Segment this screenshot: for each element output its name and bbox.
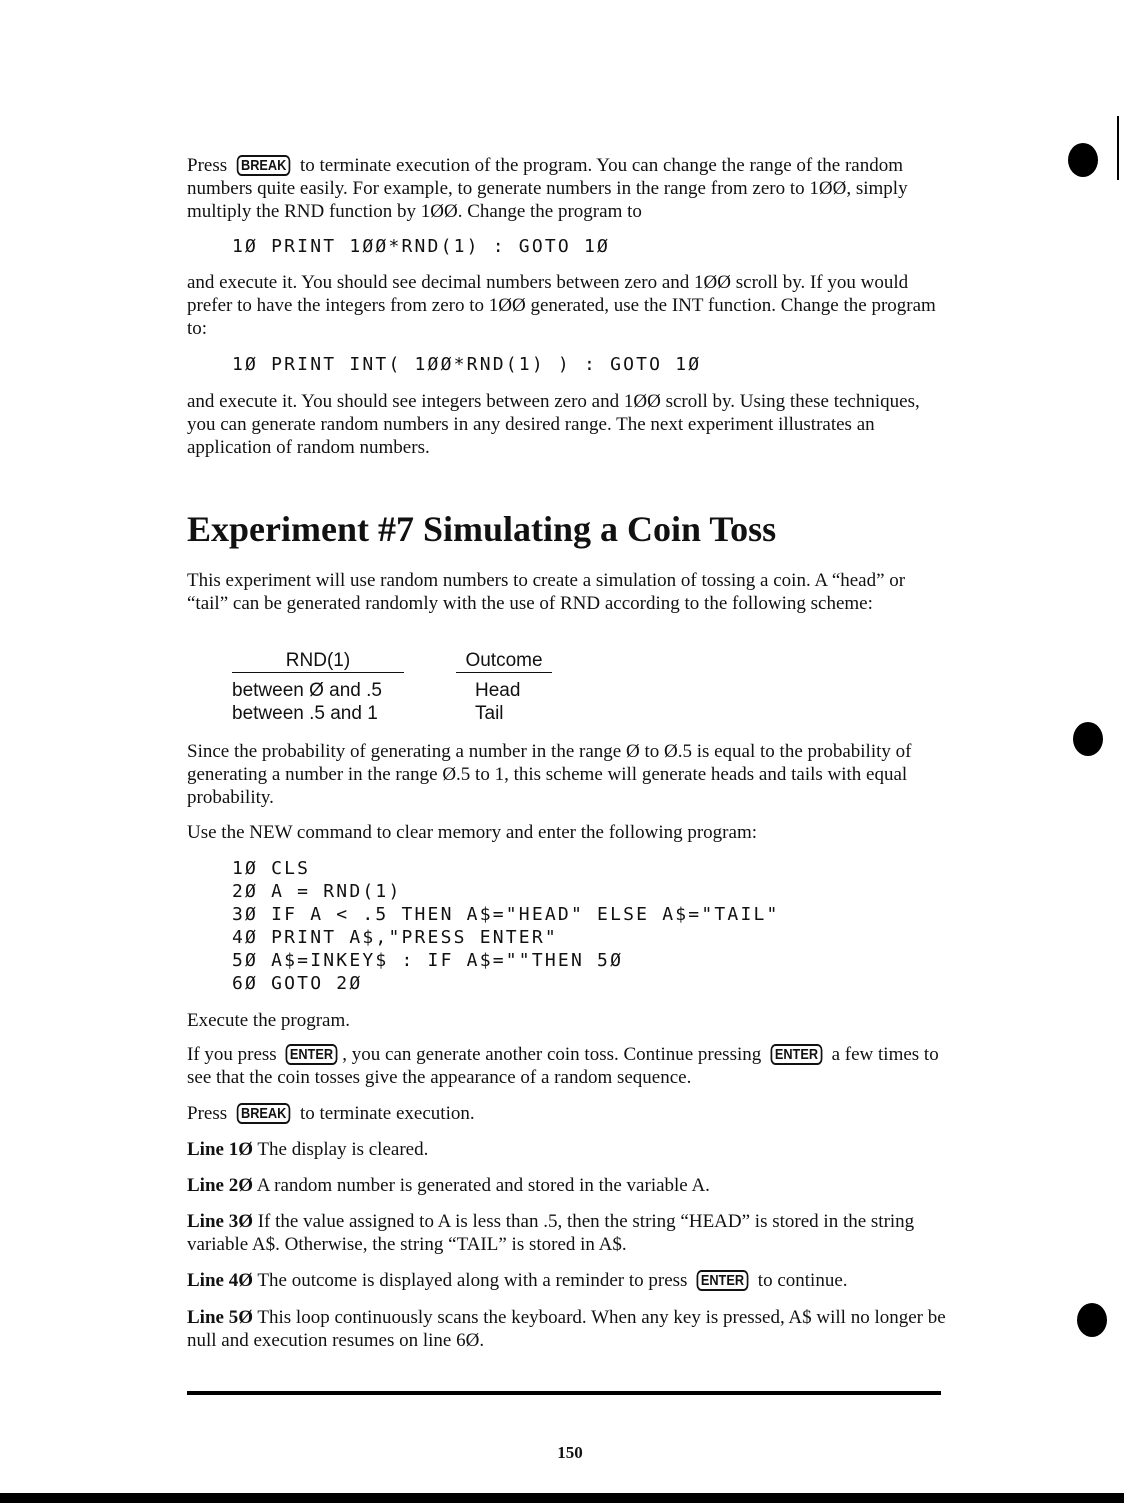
paragraph-6: Use the NEW command to clear memory and enter the following program: bbox=[187, 822, 757, 843]
paragraph-4: This experiment will use random numbers to create a simulation of tossing a coin. A “head” or “tail” can be generated randomly with the use of RND according to the following scheme: bbox=[187, 570, 906, 614]
text: to terminate execution. bbox=[299, 1103, 475, 1124]
paragraph-5: Since the probability of generating a number in the range Ø to Ø.5 is equal to the probability of generating a number in the range Ø.5 to 1, this scheme will generate heads and tails with equal probability. bbox=[187, 741, 912, 808]
line-label: Line 4Ø bbox=[187, 1270, 253, 1291]
binder-hole bbox=[1077, 1303, 1107, 1337]
text: a few times to see that the coin tosses give the appearance of a random sequence. bbox=[187, 1044, 939, 1088]
table-header-rnd: RND(1) bbox=[232, 650, 404, 673]
program-line: 5Ø A$=INKEY$ : IF A$=""THEN 5Ø bbox=[232, 950, 624, 971]
table-cell-range: between .5 and 1 bbox=[232, 703, 378, 724]
scan-edge-line bbox=[1117, 116, 1119, 180]
section-heading: Experiment #7 Simulating a Coin Toss bbox=[187, 509, 777, 549]
text: A random number is generated and stored in the variable A. bbox=[256, 1175, 710, 1196]
text: to continue. bbox=[757, 1270, 848, 1291]
program-line: 1Ø CLS bbox=[232, 858, 311, 879]
code-line-2: 1Ø PRINT INT( 1ØØ*RND(1) ) : GOTO 1Ø bbox=[232, 354, 702, 375]
line-label: Line 3Ø bbox=[187, 1211, 253, 1232]
line-label: Line 1Ø bbox=[187, 1139, 253, 1160]
line-explanation bbox=[187, 1138, 947, 1161]
scheme-table bbox=[232, 650, 562, 726]
text: Press bbox=[187, 1103, 228, 1124]
code-line-1: 1Ø PRINT 1ØØ*RND(1) : GOTO 1Ø bbox=[232, 236, 611, 257]
program-line: 6Ø GOTO 2Ø bbox=[232, 973, 363, 994]
program-line: 2Ø A = RND(1) bbox=[232, 881, 402, 902]
intro-paragraph-1 bbox=[187, 154, 947, 223]
intro-paragraph-2: and execute it. You should see decimal numbers between zero and 1ØØ scroll by. If you would prefer to have the integers from zero to 1ØØ generated, use the INT function. Change the program to: bbox=[187, 272, 936, 339]
text: to terminate execution of the program. You can change the range of the random numbers quite easily. For example, to generate numbers in the range from zero to 1ØØ, simply multiply the RND function by 1ØØ. Change the program to bbox=[187, 155, 908, 222]
scan-bottom-edge bbox=[0, 1493, 1124, 1503]
text: If the value assigned to A is less than .5, then the string “HEAD” is stored in the string variable A$. Otherwise, the string “TAIL” is stored in A$. bbox=[187, 1211, 915, 1255]
break-key-icon: BREAK bbox=[237, 1103, 291, 1124]
break-key-icon: BREAK bbox=[237, 155, 291, 176]
binder-hole bbox=[1068, 143, 1098, 177]
program-line: 3Ø IF A < .5 THEN A$="HEAD" ELSE A$="TAIL" bbox=[232, 904, 780, 925]
text: , you can generate another coin toss. Continue pressing bbox=[342, 1044, 762, 1065]
line-explanation bbox=[187, 1306, 947, 1352]
table-cell-range: between Ø and .5 bbox=[232, 680, 382, 701]
paragraph-9 bbox=[187, 1102, 947, 1125]
text: Press bbox=[187, 155, 228, 176]
intro-paragraph-3: and execute it. You should see integers between zero and 1ØØ scroll by. Using these techniques, you can generate random numbers in any desired range. The next experiment illustrates an application of random numbers. bbox=[187, 391, 920, 458]
table-cell-outcome: Head bbox=[475, 680, 521, 701]
text: The display is cleared. bbox=[257, 1139, 429, 1160]
paragraph-8 bbox=[187, 1043, 947, 1089]
line-label: Line 2Ø bbox=[187, 1175, 253, 1196]
line-explanation bbox=[187, 1210, 947, 1256]
enter-key-icon: ENTER bbox=[286, 1044, 338, 1065]
enter-key-icon: ENTER bbox=[771, 1044, 823, 1065]
table-row bbox=[232, 680, 562, 703]
program-line: 4Ø PRINT A$,"PRESS ENTER" bbox=[232, 927, 558, 948]
binder-hole bbox=[1073, 722, 1103, 756]
footer-rule bbox=[187, 1391, 941, 1395]
table-cell-outcome: Tail bbox=[475, 703, 504, 724]
text: This loop continuously scans the keyboard. When any key is pressed, A$ will no longer be null and execution resumes on line 6Ø. bbox=[187, 1307, 946, 1351]
text: The outcome is displayed along with a reminder to press bbox=[257, 1270, 688, 1291]
table-row bbox=[232, 703, 562, 726]
line-explanation bbox=[187, 1269, 947, 1292]
page-number: 150 bbox=[557, 1443, 583, 1462]
paragraph-7: Execute the program. bbox=[187, 1010, 351, 1031]
table-header-row bbox=[232, 650, 562, 676]
table-header-outcome: Outcome bbox=[456, 650, 552, 673]
line-label: Line 5Ø bbox=[187, 1307, 253, 1328]
enter-key-icon: ENTER bbox=[697, 1270, 749, 1291]
text: If you press bbox=[187, 1044, 277, 1065]
line-explanation bbox=[187, 1174, 947, 1197]
